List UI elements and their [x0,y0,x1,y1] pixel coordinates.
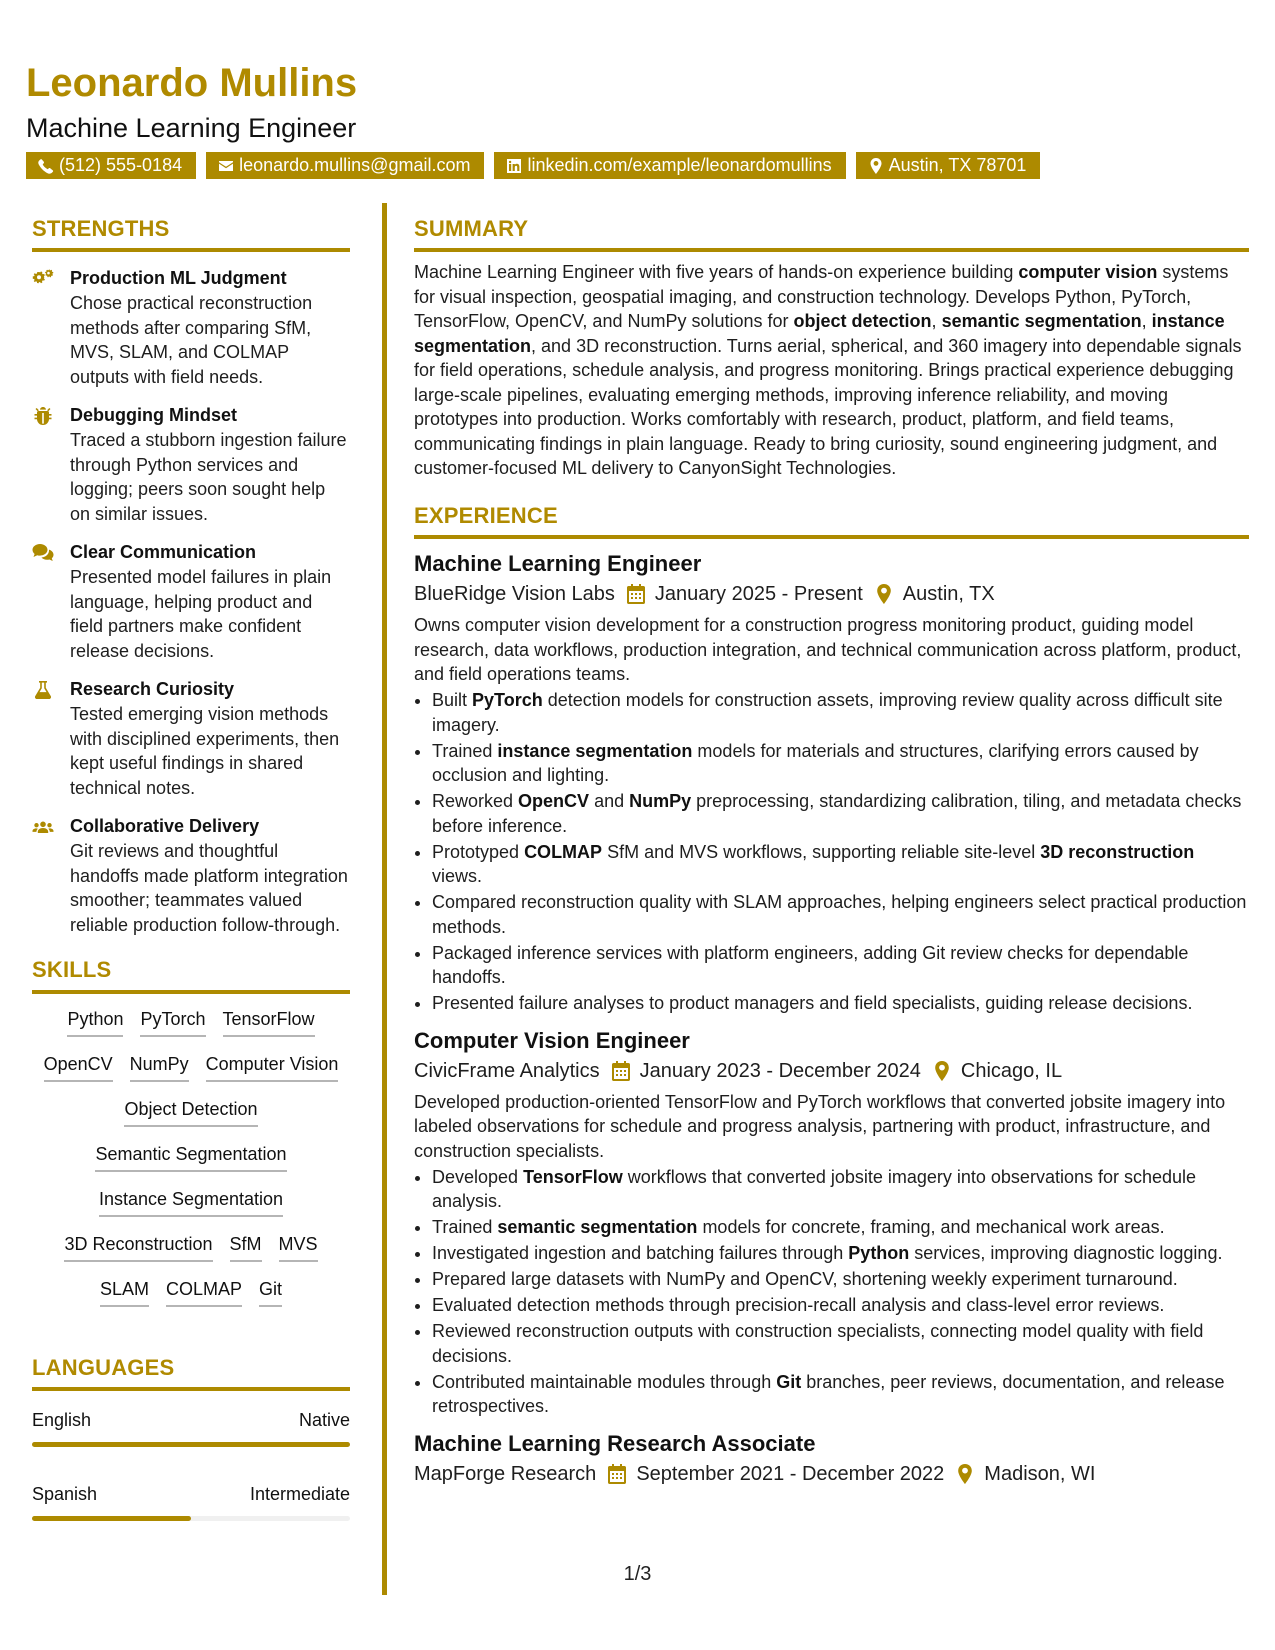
job-bullet: • Packaged inference services with platform engineers, adding Git review checks for dependable handoffs. [432,941,1249,990]
calendar-icon [627,584,645,604]
skill-tag: PyTorch [140,1008,205,1037]
column-divider [382,203,387,1595]
job-bullet: • Trained instance segmentation models for materials and structures, clarifying errors caused by occlusion and lighting. [432,739,1249,788]
job-company: MapForge Research [414,1462,597,1485]
skill-tag: OpenCV [44,1053,113,1082]
skill-row [32,1098,350,1127]
strengths-heading: STRENGTHS [32,216,350,252]
gears-icon [32,269,54,289]
job-bullet: • Prepared large datasets with NumPy and OpenCV, shortening weekly experiment turnaround. [432,1267,1249,1292]
skill-tag: Computer Vision [206,1053,339,1082]
contact-location[interactable] [856,152,1041,179]
job-role: Machine Learning Research Associate [414,1430,816,1456]
language-item [32,1483,350,1521]
job-bullets [414,1165,1249,1419]
job-description: Owns computer vision development for a construction progress monitoring product, guiding model research, data workflows, production integration, and technical communication across platform, product, and field operations teams. [414,615,1242,685]
job-dates: January 2023 - December 2024 [639,1059,921,1082]
job-dates: January 2025 - Present [654,583,863,606]
contact-linkedin-text: linkedin.com/example/leonardomullins [527,155,832,175]
contact-bar [26,152,1040,179]
strength-title: Research Curiosity [70,679,235,700]
strength-item [32,266,350,389]
language-bar [32,1516,350,1521]
page-number: 1/3 [623,1563,652,1585]
job-bullet: • Built PyTorch detection models for construction assets, improving review quality across difficult site imagery. [432,688,1249,737]
strength-title: Clear Communication [70,542,257,563]
skill-tag: Object Detection [124,1098,257,1127]
skill-tag: Git [259,1278,282,1307]
candidate-name: Leonardo Mullins [26,61,358,105]
job-entry [414,549,1249,1016]
strength-title: Production ML Judgment [70,268,287,289]
calendar-icon [608,1464,626,1484]
job-bullet: • Trained semantic segmentation models for concrete, framing, and mechanical work areas. [432,1215,1249,1240]
job-bullet: • Investigated ingestion and batching failures through Python services, improving diagnostic logging. [432,1241,1249,1266]
skill-row [32,1188,350,1217]
strength-desc: Chose practical reconstruction methods after comparing SfM, MVS, SLAM, and COLMAP outputs with field needs. [70,293,313,387]
job-entry [414,1429,1249,1489]
flask-icon [32,680,54,700]
job-company: CivicFrame Analytics [414,1059,600,1082]
calendar-icon [612,1061,630,1081]
job-location: Chicago, IL [960,1059,1063,1082]
job-location: Austin, TX [902,583,995,606]
bug-icon [32,406,54,426]
linkedin-icon [506,158,522,174]
comments-icon [32,543,54,563]
contact-email-text: leonardo.mullins@gmail.com [239,155,471,175]
job-meta [414,1056,1249,1086]
strengths-list [32,266,350,937]
job-bullet: • Reviewed reconstruction outputs with construction specialists, connecting model quality with field decisions. [432,1319,1249,1368]
strength-item [32,677,350,800]
strength-item [32,403,350,526]
job-role: Machine Learning Engineer [414,551,702,577]
job-meta [414,579,1249,609]
job-bullets [414,688,1249,1016]
email-icon [218,158,234,174]
strength-item [32,540,350,663]
job-dates: September 2021 - December 2022 [636,1462,945,1485]
contact-email[interactable] [206,152,484,179]
skill-tag: MVS [279,1233,318,1262]
job-bullet: • Evaluated detection methods through precision-recall analysis and class-level error reviews. [432,1293,1249,1318]
skill-row [32,1008,350,1037]
language-bar [32,1442,350,1447]
skill-tag: COLMAP [166,1278,242,1307]
experience-heading: EXPERIENCE [414,503,1249,539]
skills-list [32,1008,350,1307]
job-bullet: • Presented failure analyses to product managers and field specialists, guiding release decisions. [432,991,1249,1016]
skill-tag: Instance Segmentation [99,1188,283,1217]
skill-row [32,1053,350,1082]
language-level: Intermediate [249,1484,350,1505]
skill-tag: NumPy [130,1053,189,1082]
skill-row [32,1233,350,1262]
contact-phone-text: (512) 555-0184 [59,155,183,175]
strength-desc: Tested emerging vision methods with disciplined experiments, then kept useful findings in shared technical notes. [70,704,340,798]
skill-row [32,1143,350,1172]
skill-tag: SLAM [100,1278,149,1307]
skill-tag: Python [67,1008,123,1037]
job-company: BlueRidge Vision Labs [414,583,615,606]
strength-desc: Traced a stubborn ingestion failure through Python services and logging; peers soon sought help on similar issues. [70,430,347,524]
language-name: Spanish [32,1484,98,1505]
language-item [32,1409,350,1447]
location-icon [875,584,893,604]
phone-icon [38,158,54,174]
job-bullet: • Contributed maintainable modules through Git branches, peer reviews, documentation, and release retrospectives. [432,1370,1249,1419]
job-bullet: • Reworked OpenCV and NumPy preprocessing, standardizing calibration, tiling, and metadata checks before inference. [432,789,1249,838]
job-location: Madison, WI [984,1462,1096,1485]
skill-tag: 3D Reconstruction [64,1233,212,1262]
contact-linkedin[interactable] [494,152,845,179]
candidate-title: Machine Learning Engineer [26,113,357,143]
language-name: English [32,1410,92,1431]
summary-text: Machine Learning Engineer with five years of hands-on experience building computer vision systems for visual inspection, geospatial imaging, and construction technology. Develops Python, PyTorch, TensorFlow, OpenCV, and NumPy solutions for object detection, semantic segmentation, instance segmentation, and 3D reconstruction. Turns aerial, spherical, and 360 imagery into dependable signals for field operations, schedule analysis, and progress monitoring. Brings practical experience debugging large-scale pipelines, evaluating emerging methods, improving inference reliability, and moving prototypes into production. Works comfortably with research, product, platform, and field teams, communicating findings in plain language. Ready to bring curiosity, sound engineering judgment, and customer-focused ML delivery to CanyonSight Technologies. [414,262,1242,479]
language-level: Native [298,1410,350,1431]
summary-heading: SUMMARY [414,216,1249,252]
experience-list [414,549,1249,1489]
main-content [414,216,1249,1489]
job-meta [414,1459,1249,1489]
skill-tag: Semantic Segmentation [95,1143,286,1172]
job-bullet: • Compared reconstruction quality with SLAM approaches, helping engineers select practical production methods. [432,890,1249,939]
job-bullet: • Prototyped COLMAP SfM and MVS workflows, supporting reliable site-level 3D reconstruction views. [432,840,1249,889]
job-entry [414,1026,1249,1419]
job-description: Developed production-oriented TensorFlow and PyTorch workflows that converted jobsite imagery into labeled observations for schedule and progress analysis, partnering with product, infrastructure, and construction specialists. [414,1091,1226,1161]
skill-tag: SfM [230,1233,262,1262]
strength-item [32,814,350,937]
language-bar-fill [32,1516,191,1521]
job-bullet: • Developed TensorFlow workflows that converted jobsite imagery into observations for schedule analysis. [432,1165,1249,1214]
location-icon [868,158,884,174]
location-icon [933,1061,951,1081]
skills-heading: SKILLS [32,957,350,993]
strength-desc: Git reviews and thoughtful handoffs made platform integration smoother; teammates valued reliable production follow-through. [70,841,348,935]
language-bar-fill [32,1442,350,1447]
strength-desc: Presented model failures in plain language, helping product and field partners make confident release decisions. [70,567,332,661]
languages-heading: LANGUAGES [32,1355,350,1391]
strength-title: Collaborative Delivery [70,816,260,837]
location-icon [956,1464,974,1484]
contact-location-text: Austin, TX 78701 [888,155,1027,175]
job-role: Computer Vision Engineer [414,1027,690,1053]
sidebar [32,216,350,1521]
skill-row [32,1278,350,1307]
contact-phone[interactable] [26,152,196,179]
strength-title: Debugging Mindset [70,405,237,426]
skill-tag: TensorFlow [223,1008,315,1037]
users-icon [32,817,54,837]
